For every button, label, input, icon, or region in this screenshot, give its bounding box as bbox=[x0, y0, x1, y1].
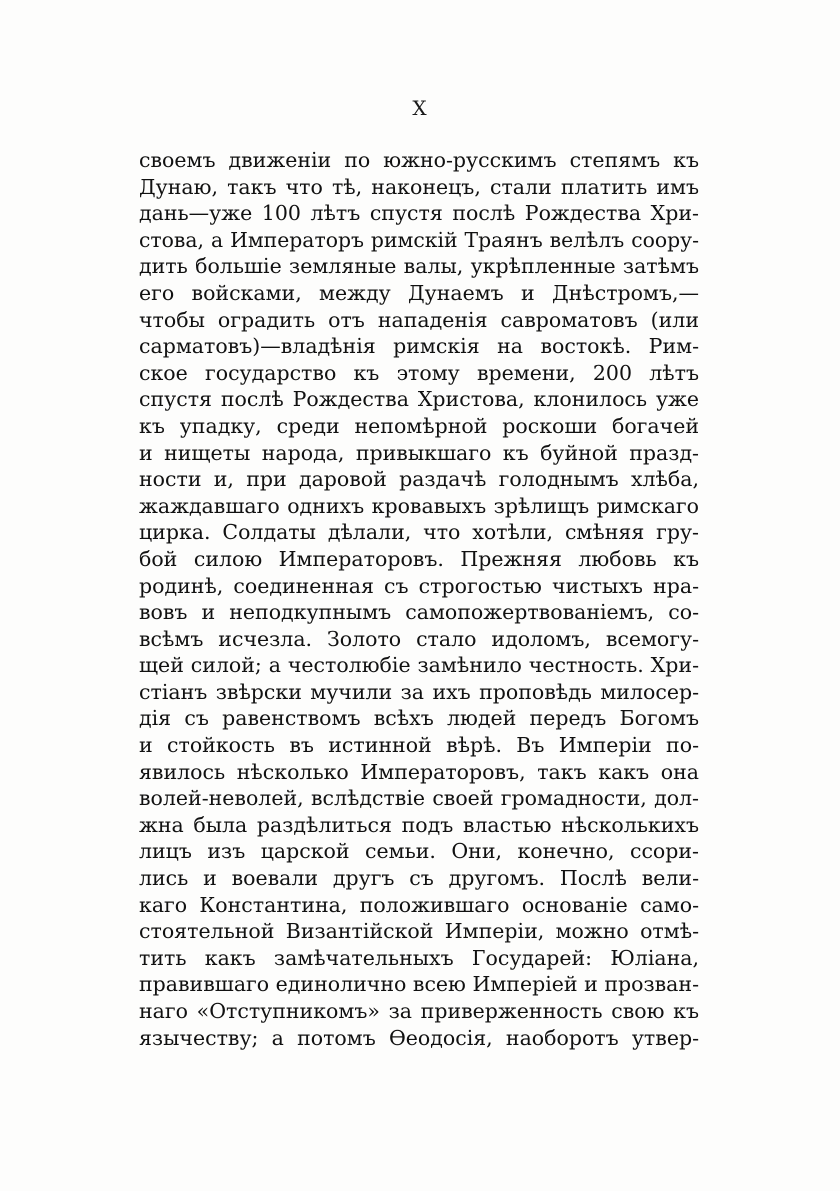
text-line: ское государство къ этому времени, 200 лѣтъ bbox=[139, 360, 699, 385]
text-line: и нищеты народа, привыкшаго къ буйной празд- bbox=[139, 440, 699, 465]
text-line: язычеству; а потомъ Ѳеодосія, наоборотъ утвер- bbox=[139, 1025, 699, 1050]
text-line: щей силой; а честолюбіе замѣнило честность. Хри- bbox=[139, 653, 699, 678]
text-line: и стойкость въ истинной вѣрѣ. Въ Имперіи по- bbox=[139, 733, 699, 758]
body-text bbox=[139, 147, 699, 1051]
text-line: вовъ и неподкупнымъ самопожертвованіемъ, со- bbox=[139, 600, 699, 625]
text-line: стоятельной Византійской Имперіи, можно отмѣ- bbox=[139, 919, 699, 944]
text-line: его войсками, между Дунаемъ и Днѣстромъ,— bbox=[139, 280, 699, 305]
text-line: лись и воевали другъ съ другомъ. Послѣ вели- bbox=[139, 866, 699, 891]
text-line: всѣмъ исчезла. Золото стало идоломъ, всемогу- bbox=[139, 626, 699, 651]
text-line: къ упадку, среди непомѣрной роскоши богачей bbox=[139, 413, 699, 438]
text-line: своемъ движеніи по южно-русскимъ степямъ къ bbox=[139, 148, 699, 172]
text-line: ности и, при даровой раздачѣ голоднымъ хлѣба, bbox=[139, 467, 699, 492]
text-line: стіанъ звѣрски мучили за ихъ проповѣдь милосер- bbox=[139, 679, 699, 704]
text-line: жаждавшаго однихъ кровавыхъ зрѣлищъ римскаго bbox=[139, 493, 699, 518]
text-line: спустя послѣ Рождества Христова, клонилось уже bbox=[139, 387, 699, 412]
text-line: чтобы оградить отъ нападенія савроматовъ (или bbox=[139, 307, 699, 332]
text-line: лицъ изъ царской семьи. Они, конечно, ссори- bbox=[139, 839, 699, 864]
text-line: дань—уже 100 лѣтъ спустя послѣ Рождества Хри- bbox=[139, 201, 699, 226]
text-line: стова, а Императоръ римскій Траянъ велѣлъ соору- bbox=[139, 227, 699, 252]
text-line: цирка. Солдаты дѣлали, что хотѣли, смѣняя гру- bbox=[139, 520, 699, 545]
text-line: тить какъ замѣчательныхъ Государей: Юліана, bbox=[139, 945, 699, 970]
text-line: бой силою Императоровъ. Прежняя любовь къ bbox=[139, 546, 699, 571]
text-line: правившаго единолично всею Имперіей и прозван- bbox=[139, 972, 699, 997]
text-line: дія съ равенствомъ всѣхъ людей передъ Богомъ bbox=[139, 706, 699, 731]
text-line: дить большіе земляные валы, укрѣпленные затѣмъ bbox=[139, 254, 699, 279]
text-line: жна была раздѣлиться подъ властью нѣсколькихъ bbox=[139, 812, 699, 837]
page-number: X bbox=[412, 96, 428, 120]
text-line: явилось нѣсколько Императоровъ, такъ какъ она bbox=[139, 759, 699, 784]
text-line: наго «Отступникомъ» за приверженность свою къ bbox=[139, 999, 699, 1023]
text-line: каго Константина, положившаго основаніе само- bbox=[139, 892, 699, 917]
text-line: сарматовъ)—владѣнія римскія на востокѣ. Рим- bbox=[139, 334, 699, 359]
text-line: родинѣ, соединенная съ строгостью чистыхъ нра- bbox=[139, 573, 699, 598]
text-line: волей-неволей, вслѣдствіе своей громадности, дол- bbox=[139, 786, 699, 811]
text-line: Дунаю, такъ что тѣ, наконецъ, стали платить имъ bbox=[139, 174, 699, 199]
